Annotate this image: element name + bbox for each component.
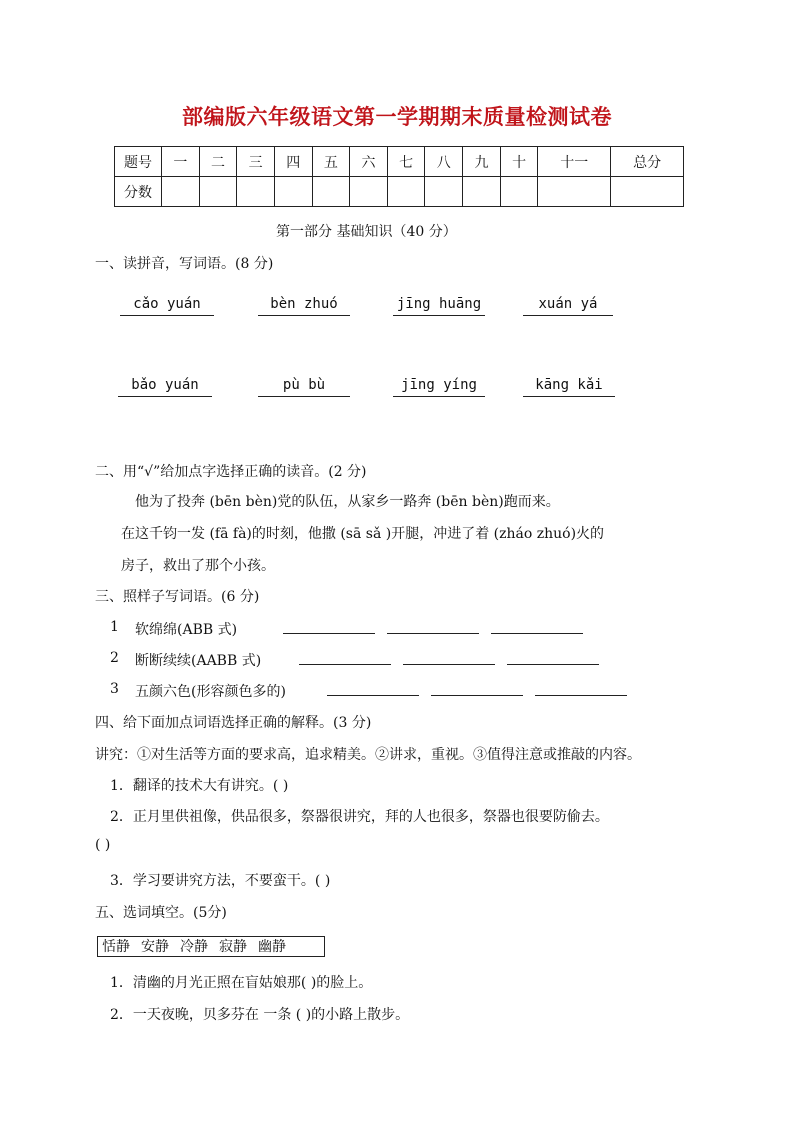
table-cell: 总分: [611, 147, 684, 177]
q5-item: 1．清幽的月光正照在盲姑娘那( )的脸上。: [110, 975, 373, 991]
pinyin-item: kāng kǎi: [523, 377, 615, 397]
table-cell: 三: [237, 147, 275, 177]
q2-line: 他为了投奔 (bēn bèn)党的队伍，从家乡一路奔 (bēn bèn)跑而来。: [135, 494, 560, 510]
answer-blank[interactable]: [403, 664, 495, 665]
pinyin-item: jīng yíng: [393, 377, 485, 397]
q3-item-text: 断断续续(AABB 式): [135, 653, 262, 669]
word-bank-box: [97, 936, 325, 957]
pinyin-item: pù bù: [258, 377, 350, 397]
score-cell[interactable]: [162, 177, 200, 207]
answer-blank[interactable]: [431, 695, 523, 696]
score-table-score-row: [115, 177, 684, 207]
word-bank-item: 幽静: [258, 939, 286, 955]
table-cell: 四: [274, 147, 312, 177]
q3-item-text: 软绵绵(ABB 式): [135, 622, 238, 638]
score-cell[interactable]: [274, 177, 312, 207]
table-cell: 分数: [115, 177, 162, 207]
q4-item: 2．正月里供祖像，供品很多，祭器很讲究，拜的人也很多，祭器也很要防偷去。: [110, 809, 609, 825]
table-cell: 一: [162, 147, 200, 177]
q2-line: 在这千钧一发 (fā fà)的时刻，他撒 (sā sǎ )开腿，冲进了着 (zháo zhuó)火的: [121, 526, 605, 542]
table-cell: 十一: [538, 147, 611, 177]
table-cell: 五: [312, 147, 350, 177]
pinyin-item: xuán yá: [523, 296, 613, 316]
word-bank-item: 寂静: [219, 939, 247, 955]
score-cell[interactable]: [237, 177, 275, 207]
table-cell: 六: [350, 147, 388, 177]
score-table: [114, 146, 684, 207]
score-cell[interactable]: [350, 177, 388, 207]
part1-heading: 第一部分 基础知识（40 分）: [276, 224, 457, 240]
score-cell[interactable]: [425, 177, 463, 207]
score-cell[interactable]: [500, 177, 538, 207]
answer-blank[interactable]: [535, 695, 627, 696]
pinyin-item: bèn zhuó: [258, 296, 350, 316]
score-cell[interactable]: [463, 177, 501, 207]
score-cell[interactable]: [387, 177, 425, 207]
pinyin-item: bǎo yuán: [118, 377, 212, 397]
q3-item-number: 2: [110, 650, 119, 666]
pinyin-item: cǎo yuán: [120, 296, 214, 316]
word-bank-item: 冷静: [180, 939, 208, 955]
table-cell: 二: [199, 147, 237, 177]
score-cell[interactable]: [199, 177, 237, 207]
answer-blank[interactable]: [507, 664, 599, 665]
table-cell: 题号: [115, 147, 162, 177]
q5-item: 2．一天夜晚，贝多芬在 一条 ( )的小路上散步。: [110, 1007, 410, 1023]
answer-blank[interactable]: [283, 633, 375, 634]
table-cell: 十: [500, 147, 538, 177]
q3-heading: 三、照样子写词语。(6 分): [95, 589, 260, 605]
word-bank-item: 安静: [141, 939, 169, 955]
score-cell[interactable]: [611, 177, 684, 207]
answer-blank[interactable]: [327, 695, 419, 696]
q5-heading: 五、选词填空。(5分): [95, 905, 227, 921]
score-cell[interactable]: [312, 177, 350, 207]
q2-heading: 二、用“√”给加点字选择正确的读音。(2 分): [95, 464, 367, 480]
score-cell[interactable]: [538, 177, 611, 207]
score-table-header-row: [115, 147, 684, 177]
answer-blank[interactable]: [299, 664, 391, 665]
q3-item-number: 3: [110, 681, 119, 697]
q4-heading: 四、给下面加点词语选择正确的解释。(3 分): [95, 715, 372, 731]
answer-blank[interactable]: [387, 633, 479, 634]
q4-item: 1．翻译的技术大有讲究。( ): [110, 778, 289, 794]
word-bank-item: 恬静: [102, 939, 130, 955]
q4-definition: 讲究：①对生活等方面的要求高，追求精美。②讲求，重视。③值得注意或推敲的内容。: [95, 747, 641, 763]
q3-item-text: 五颜六色(形容颜色多的): [135, 684, 286, 700]
table-cell: 九: [463, 147, 501, 177]
pinyin-item: jīng huāng: [393, 296, 485, 316]
table-cell: 七: [387, 147, 425, 177]
q2-line: 房子，救出了那个小孩。: [121, 558, 275, 574]
page-title: 部编版六年级语文第一学期期末质量检测试卷: [182, 105, 612, 129]
answer-blank[interactable]: [491, 633, 583, 634]
q4-item: 3．学习要讲究方法，不要蛮干。( ): [110, 873, 331, 889]
q1-heading: 一、读拼音，写词语。(8 分): [95, 256, 274, 272]
q4-item-continuation: ( ): [95, 837, 111, 853]
table-cell: 八: [425, 147, 463, 177]
q3-item-number: 1: [110, 619, 119, 635]
